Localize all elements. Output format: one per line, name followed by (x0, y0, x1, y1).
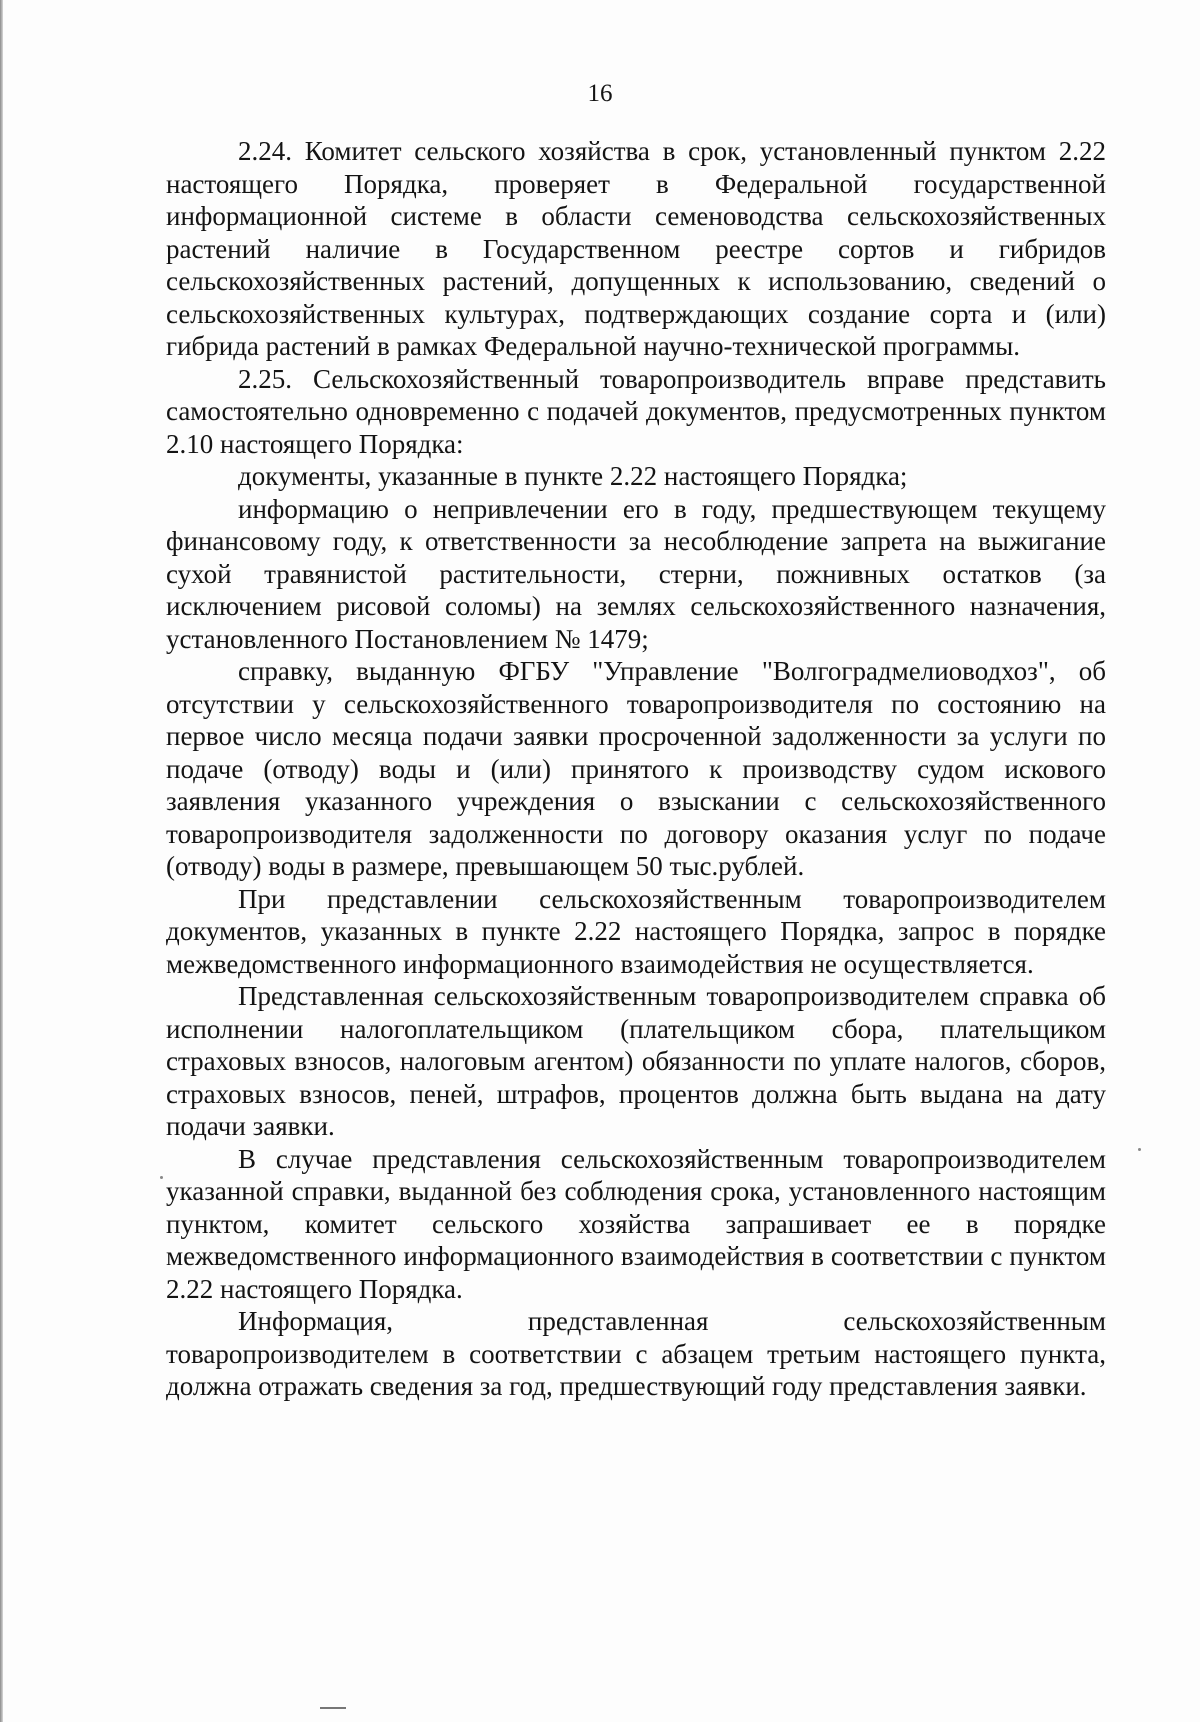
paragraph-request-case: В случае представления сельскохозяйственным товаропроизводителем указанной справки, выданной без соблюдения срока, установленного настоящим пунктом, комитет сельского хозяйства запрашивает ее в порядке межведомственного информационного взаимодействия в соответствии с пунктом 2.22 настоящего Порядка. (166, 1143, 1106, 1304)
scan-edge-shadow (0, 0, 3, 1722)
page-number: 16 (587, 80, 613, 107)
paragraph-2-24: 2.24. Комитет сельского хозяйства в срок, установленный пунктом 2.22 настоящего Порядка, проверяет в Федеральной государственной информационной системе в области семеноводства сельскохозяйственных растений наличие в Государственном реестре сортов и гибридов сельскохозяйственных растений, допущенных к использованию, сведений о сельскохозяйственных культурах, подтверждающих создание сорта и (или) гибрида растений в рамках Федеральной научно-технической программы. (166, 136, 1106, 361)
scan-artifact-dot (1138, 1148, 1141, 1151)
list-item-information: информацию о непривлечении его в году, предшествующем текущему финансовому году, к ответственности за несоблюдение запрета на выжигание сухой травянистой растительности, стерни, пожнивных остатков (за исключением рисовой соломы) на землях сельскохозяйственного назначения, установленного Постановлением № 1479; (166, 493, 1106, 654)
list-item-certificate: справку, выданную ФГБУ "Управление "Волгоградмелиоводхоз", об отсутствии у сельскохозяйственного товаропроизводителя по состоянию на первое число месяца подачи заявки просроченной задолженности за услуги по подаче (отводу) воды и (или) принятого к производству судом искового заявления указанного учреждения о взыскании с сельскохозяйственного товаропроизводителя задолженности по договору оказания услуг по подаче (отводу) воды в размере, превышающем 50 тыс.рублей. (166, 656, 1106, 881)
paragraph-2-25: 2.25. Сельскохозяйственный товаропроизводитель вправе представить самостоятельно одновременно с подачей документов, предусмотренных пунктом 2.10 настоящего Порядка: (166, 363, 1106, 459)
document-body (166, 135, 1106, 1403)
paragraph-tax-certificate: Представленная сельскохозяйственным товаропроизводителем справка об исполнении налогоплательщиком (плательщиком сбора, плательщиком страховых взносов, налоговым агентом) обязанности по уплате налогов, сборов, страховых взносов, пеней, штрафов, процентов должна быть выдана на дату подачи заявки. (166, 981, 1106, 1141)
paragraph-no-request: При представлении сельскохозяйственным товаропроизводителем документов, указанных в пункте 2.22 настоящего Порядка, запрос в порядке межведомственного информационного взаимодействия не осуществляется. (166, 883, 1106, 979)
list-item-documents: документы, указанные в пункте 2.22 настоящего Порядка; (238, 461, 908, 491)
scan-artifact-dot (160, 1176, 163, 1179)
scan-artifact-line (320, 1707, 346, 1709)
paragraph-information-period: Информация, представленная сельскохозяйственным товаропроизводителем в соответствии с абзацем третьим настоящего пункта, должна отражать сведения за год, предшествующий году представления заявки. (166, 1306, 1106, 1401)
